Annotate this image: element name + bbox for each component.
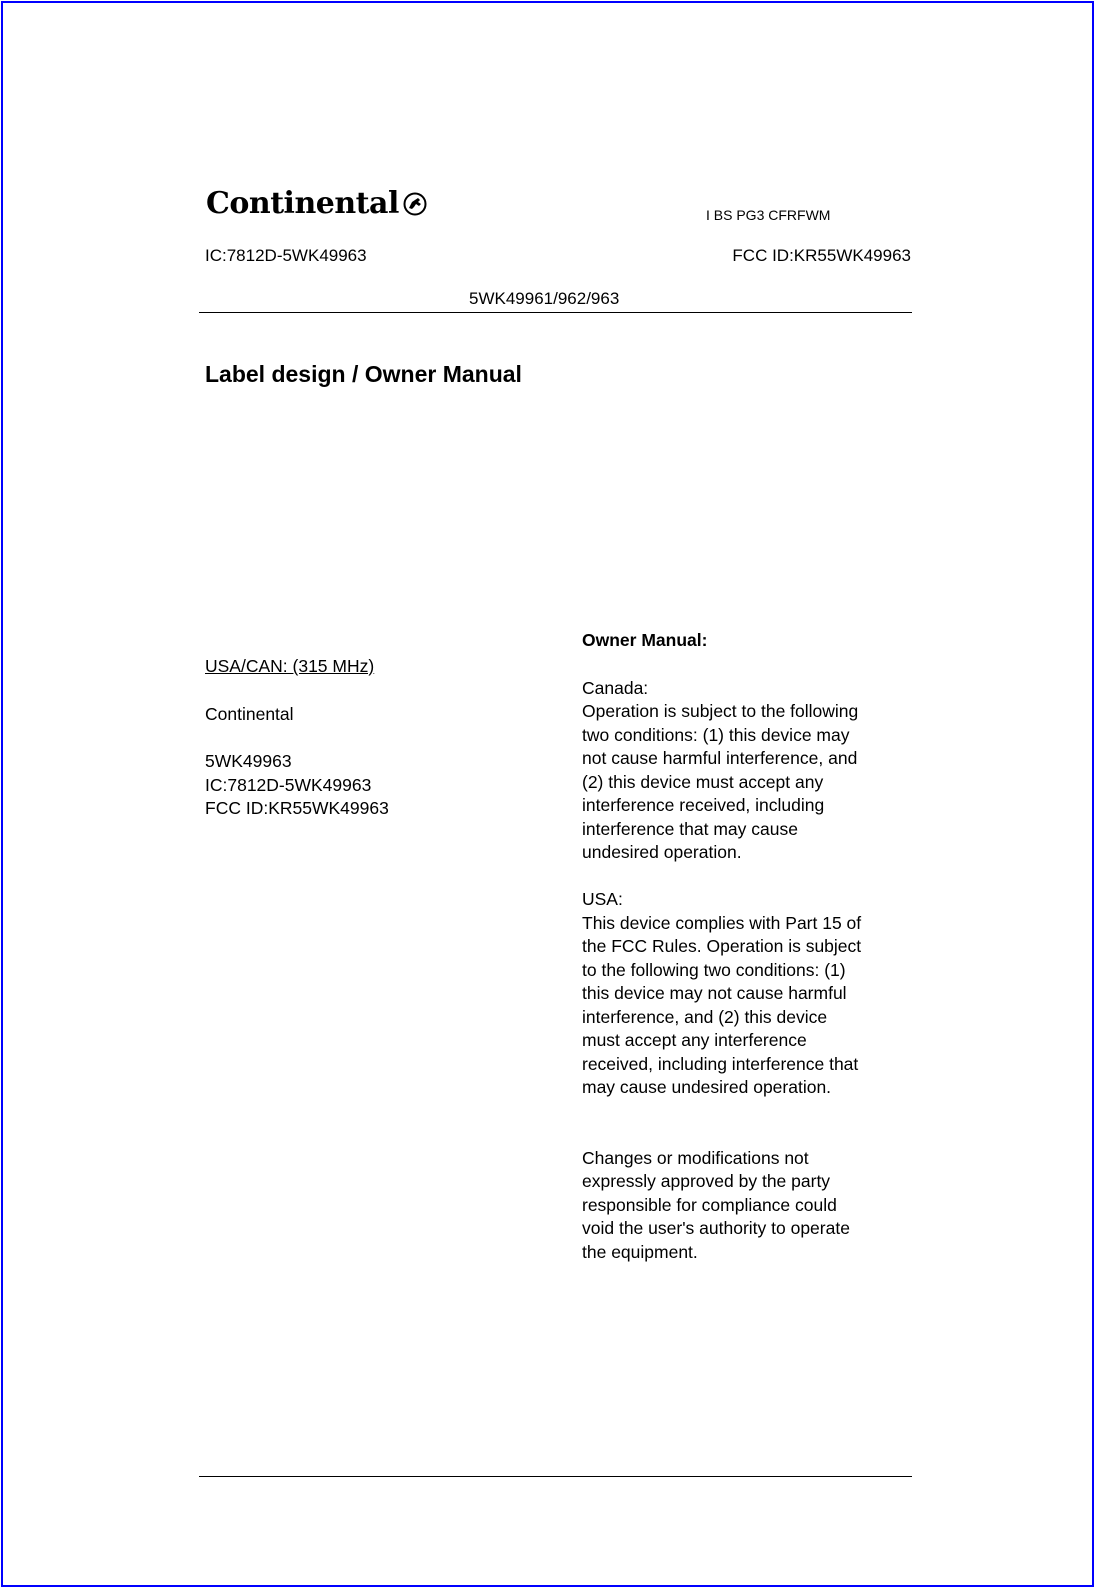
horse-emblem-icon [403,192,427,216]
document-code: I BS PG3 CFRFWM [706,207,831,223]
canada-statement: Operation is subject to the following two conditions: (1) this device may not cause harmful interference, and (2) this device must accept any interference received, including interference that may cause undesired operation. [582,701,859,862]
header-divider [199,312,912,313]
label-brand: Continental [205,703,294,724]
modification-warning: Changes or modifications not expressly approved by the party responsible for compliance could void the user's authority to operate the equipment. [582,1147,850,1262]
usa-statement: This device complies with Part 15 of the FCC Rules. Operation is subject to the following two conditions: (1) this device may not cause harmful interference, and (2) this device must accept any interference received, including interference that may cause undesired operation. [582,912,862,1097]
label-line-ic: IC:7812D-5WK49963 [205,774,372,795]
fcc-id-header: FCC ID:KR55WK49963 [732,246,911,265]
owner-manual-heading: Owner Manual: [582,630,708,650]
ic-id-header: IC:7812D-5WK49963 [205,246,367,265]
label-line-fcc: FCC ID:KR55WK49963 [205,798,389,818]
part-numbers: 5WK49961/962/963 [469,289,620,308]
page-border [1,1,1094,1587]
frequency-band-label: USA/CAN: (315 MHz) [205,656,375,676]
canada-label: Canada: [582,677,649,698]
page-title: Label design / Owner Manual [205,361,522,387]
label-line-model: 5WK49963 [205,751,292,771]
label-design-block [205,655,389,821]
logo-wordmark: Continental [206,186,399,221]
footer-divider [199,1476,912,1477]
usa-label: USA: [582,889,623,909]
continental-logo [206,186,427,222]
owner-manual-block [582,629,912,1264]
